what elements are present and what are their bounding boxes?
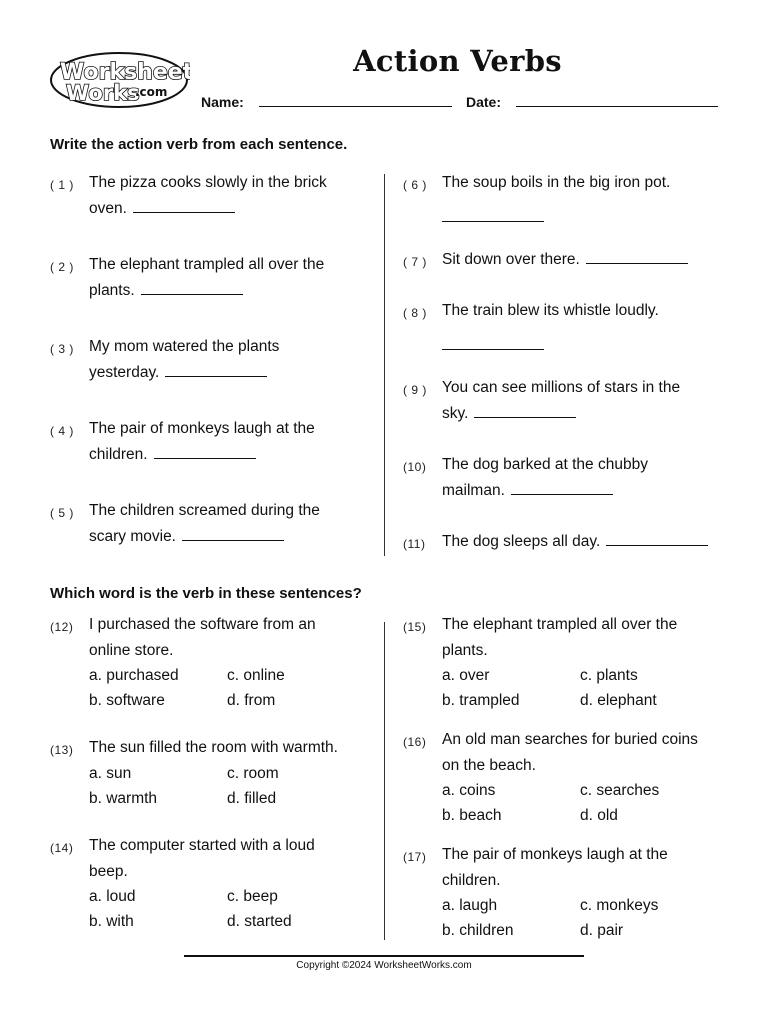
question-text: Sit down over there. [442,251,580,268]
answer-blank[interactable] [474,404,576,418]
svg-text:.com: .com [135,85,168,99]
option-c[interactable]: c. searches [580,782,660,799]
option-a[interactable]: a. purchased [89,667,179,684]
column-divider [384,622,385,940]
question-number: ( 8 ) [403,306,427,320]
answer-blank[interactable] [154,445,256,459]
section2-instruction: Which word is the verb in these sentences? [50,585,362,602]
question-number: (17) [403,850,427,864]
question-text: The dog barked at the chubby [442,456,648,473]
question-number: ( 9 ) [403,383,427,397]
question-number: ( 4 ) [50,424,74,438]
question-text: The pair of monkeys laugh at the [442,846,668,863]
option-d[interactable]: d. old [580,807,618,824]
name-field[interactable] [259,106,452,107]
option-c[interactable]: c. online [227,667,285,684]
question-number: (10) [403,460,427,474]
question-text-cont: yesterday. [89,364,160,381]
question-text: The elephant trampled all over the [89,256,325,273]
question-text: You can see millions of stars in the [442,379,681,396]
option-a[interactable]: a. sun [89,765,132,782]
answer-blank[interactable] [141,281,243,295]
option-c[interactable]: c. room [227,765,279,782]
option-a[interactable]: a. laugh [442,897,498,914]
option-b[interactable]: b. with [89,913,134,930]
question-number: ( 3 ) [50,342,74,356]
page-title: Action Verbs [353,44,562,78]
question-text-cont: online store. [89,642,174,659]
question-text: An old man searches for buried coins [442,731,698,748]
date-label: Date: [466,94,502,110]
answer-blank[interactable] [586,250,688,264]
question-text: I purchased the software from an [89,616,316,633]
option-c[interactable]: c. plants [580,667,638,684]
question-text-cont: on the beach. [442,757,536,774]
question-number: (14) [50,841,74,855]
question-text: The pizza cooks slowly in the brick [89,174,327,191]
answer-blank[interactable] [165,363,267,377]
option-b[interactable]: b. warmth [89,790,158,807]
option-b[interactable]: b. beach [442,807,502,824]
question-text: The dog sleeps all day. [442,533,601,550]
option-c[interactable]: c. beep [227,888,278,905]
question-number: (11) [403,537,426,551]
name-label: Name: [201,94,244,110]
answer-blank[interactable] [442,349,544,350]
option-b[interactable]: b. software [89,692,165,709]
footer-divider [184,955,584,957]
question-text: The pair of monkeys laugh at the [89,420,315,437]
answer-blank[interactable] [511,481,613,495]
question-text: The children screamed during the [89,502,320,519]
question-text: My mom watered the plants [89,338,280,355]
copyright-text: Copyright ©2024 WorksheetWorks.com [296,960,472,971]
option-c[interactable]: c. monkeys [580,897,659,914]
option-d[interactable]: d. elephant [580,692,657,709]
question-text-cont: beep. [89,863,128,880]
option-d[interactable]: d. pair [580,922,624,939]
question-number: ( 7 ) [403,255,427,269]
option-b[interactable]: b. trampled [442,692,520,709]
question-number: ( 6 ) [403,178,427,192]
option-d[interactable]: d. filled [227,790,277,807]
column-divider [384,174,385,556]
option-a[interactable]: a. coins [442,782,496,799]
option-d[interactable]: d. started [227,913,292,930]
question-number: (16) [403,735,427,749]
question-text-cont: children. [442,872,501,889]
question-text-cont: children. [89,446,148,463]
section1-instruction: Write the action verb from each sentence. [50,136,348,153]
svg-text:Works: Works [66,81,140,105]
question-number: ( 5 ) [50,506,74,520]
option-a[interactable]: a. loud [89,888,136,905]
answer-blank[interactable] [442,221,544,222]
question-text-cont: sky. [442,405,469,422]
answer-blank[interactable] [133,199,235,213]
question-text: The soup boils in the big iron pot. [442,174,671,191]
question-text: The train blew its whistle loudly. [442,302,659,319]
option-b[interactable]: b. children [442,922,514,939]
question-number: (12) [50,620,74,634]
question-number: ( 1 ) [50,178,74,192]
question-number: ( 2 ) [50,260,74,274]
question-text-cont: scary movie. [89,528,176,545]
question-text: The sun filled the room with warmth. [89,739,338,756]
question-text-cont: plants. [442,642,488,659]
question-text-cont: oven. [89,200,127,217]
question-text-cont: plants. [89,282,135,299]
question-number: (13) [50,743,74,757]
question-text-cont: mailman. [442,482,505,499]
worksheetworks-logo [48,50,190,110]
date-field[interactable] [516,106,718,107]
svg-text:Worksheet: Worksheet [60,60,190,85]
question-text: The computer started with a loud [89,837,315,854]
option-d[interactable]: d. from [227,692,276,709]
answer-blank[interactable] [182,527,284,541]
question-text: The elephant trampled all over the [442,616,678,633]
option-a[interactable]: a. over [442,667,490,684]
question-number: (15) [403,620,427,634]
answer-blank[interactable] [606,532,708,546]
